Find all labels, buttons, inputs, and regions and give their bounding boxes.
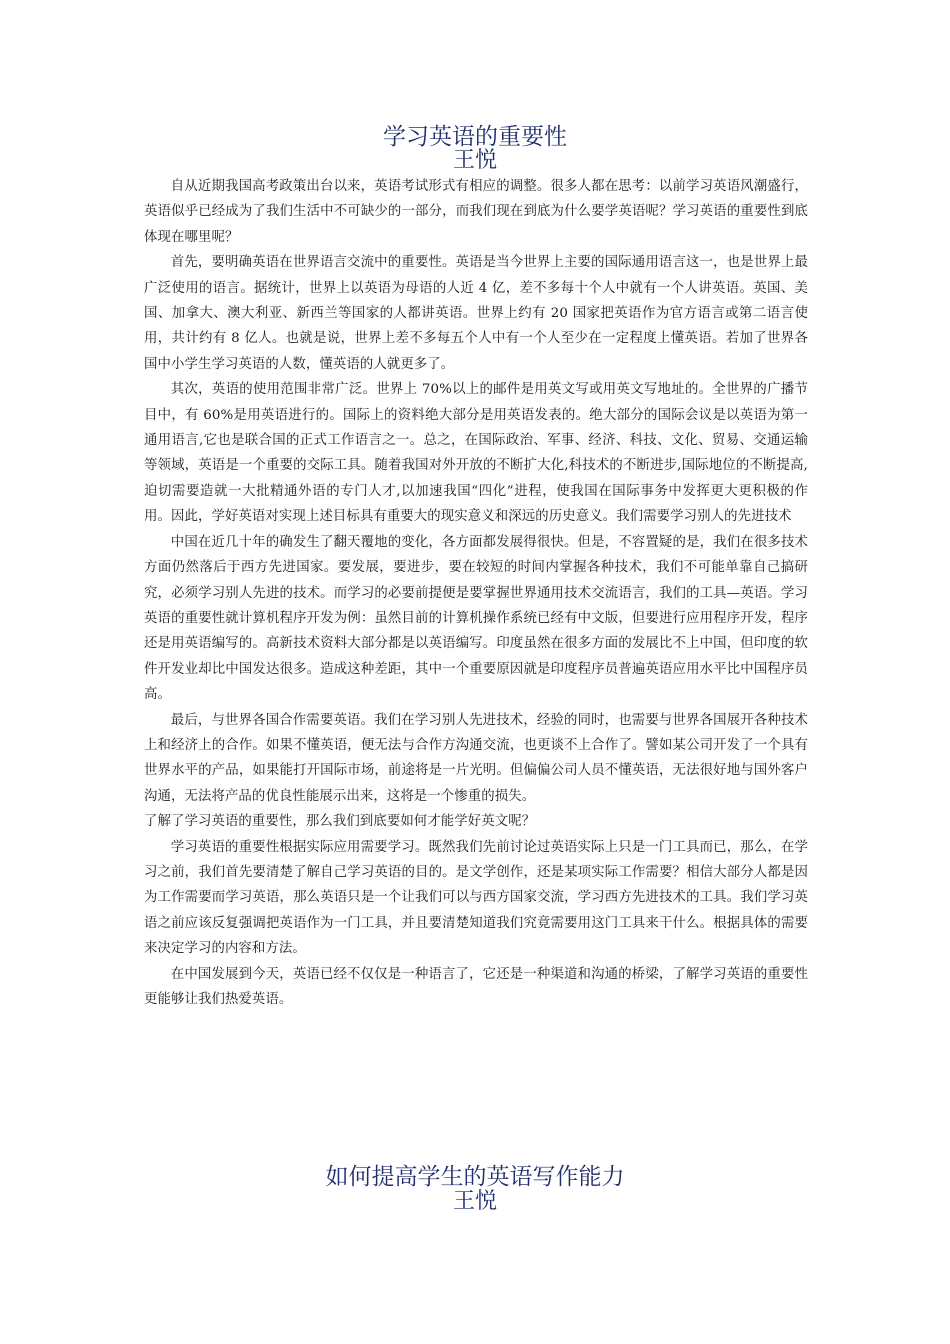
article-body (144, 174, 808, 1012)
paragraph: 中国在近几十年的确发生了翻天覆地的变化，各方面都发展得很快。但是，不容置疑的是，我们在很多技术方面仍然落后于西方先进国家。要发展，要进步，要在较短的时间内掌握各种技术，我们不可能单靠自己搞研究，必须学习别人先进的技术。而学习的必要前提便是要掌握世界通用技术交流语言，我们的工具—英语。学习英语的重要性就计算机程序开发为例：虽然目前的计算机操作系统已经有中文版，但要进行应用程序开发，程序还是用英语编写的。高新技术资料大部分都是以英语编写。印度虽然在很多方面的发展比不上中国，但印度的软件开发业却比中国发达很多。造成这种差距，其中一个重要原因就是印度程序员普遍英语应用水平比中国程序员高。 (144, 534, 808, 703)
paragraph: 了解了学习英语的重要性，那么我们到底要如何才能学好英文呢？ (144, 814, 536, 830)
second-article-author: 王悦 (452, 1189, 497, 1214)
paragraph: 自从近期我国高考政策出台以来，英语考试形式有相应的调整。很多人都在思考：以前学习英语风潮盛行，英语似乎已经成为了我们生活中不可缺少的一部分，而我们现在到底为什么要学英语呢？学习英语的重要性到底体现在哪里呢？ (144, 179, 808, 245)
paragraph: 首先，要明确英语在世界语言交流中的重要性。英语是当今世界上主要的国际通用语言这一，也是世界上最广泛使用的语言。据统计，世界上以英语为母语的人近 4 亿，差不多每十个人中就有一个人讲英语。英国、美国、加拿大、澳大利亚、新西兰等国家的人都讲英语。世界上约有 20 国家把英语作为官方语言或第二语言使用，共计约有 8 亿人。也就是说，世界上差不多每五个人中有一个人至少在一定程度上懂英语。若加了世界各国中小学生学习英语的人数，懂英语的人就更多了。 (144, 255, 808, 372)
paragraph: 在中国发展到今天，英语已经不仅仅是一种语言了，它还是一种渠道和沟通的桥梁，了解学习英语的重要性更能够让我们热爱英语。 (144, 966, 808, 1007)
second-article-title: 如何提高学生的英语写作能力 (325, 1164, 625, 1190)
article-title: 学习英语的重要性 (383, 124, 567, 150)
paragraph: 最后，与世界各国合作需要英语。我们在学习别人先进技术，经验的同时，也需要与世界各国展开各种技术上和经济上的合作。如果不懂英语，便无法与合作方沟通交流，也更谈不上合作了。譬如某公司开发了一个具有世界水平的产品，如果能打开国际市场，前途将是一片光明。但偏偏公司人员不懂英语，无法很好地与国外客户沟通，无法将产品的优良性能展示出来，这将是一个惨重的损失。 (144, 712, 808, 804)
paragraph: 学习英语的重要性根据实际应用需要学习。既然我们先前讨论过英语实际上只是一门工具而已，那么，在学习之前，我们首先要清楚了解自己学习英语的目的。是文学创作，还是某项实际工作需要？相信大部分人都是因为工作需要而学习英语，那么英语只是一个让我们可以与西方国家交流，学习西方先进技术的工具。我们学习英语之前应该反复强调把英语作为一门工具，并且要清楚知道我们究竟需要用这门工具来干什么。根据具体的需要来决定学习的内容和方法。 (144, 839, 808, 957)
article-author: 王悦 (452, 148, 497, 173)
paragraph: 其次，英语的使用范围非常广泛。世界上 70%以上的邮件是用英文写或用英文写地址的。全世界的广播节目中，有 60%是用英语进行的。国际上的资料绝大部分是用英语发表的。绝大部分的国际会议是以英语为第一通用语言,它也是联合国的正式工作语言之一。总之，在国际政治、军事、经济、科技、文化、贸易、交通运输等领域，英语是一个重要的交际工具。随着我国对外开放的不断扩大化,科技术的不断进步,国际地位的不断提高,迫切需要造就一大批精通外语的专门人才,以加速我国“四化”进程，使我国在国际事务中发挥更大更积极的作用。因此，学好英语对实现上述目标具有重要大的现实意义和深远的历史意义。我们需要学习别人的先进技术 (144, 382, 808, 525)
